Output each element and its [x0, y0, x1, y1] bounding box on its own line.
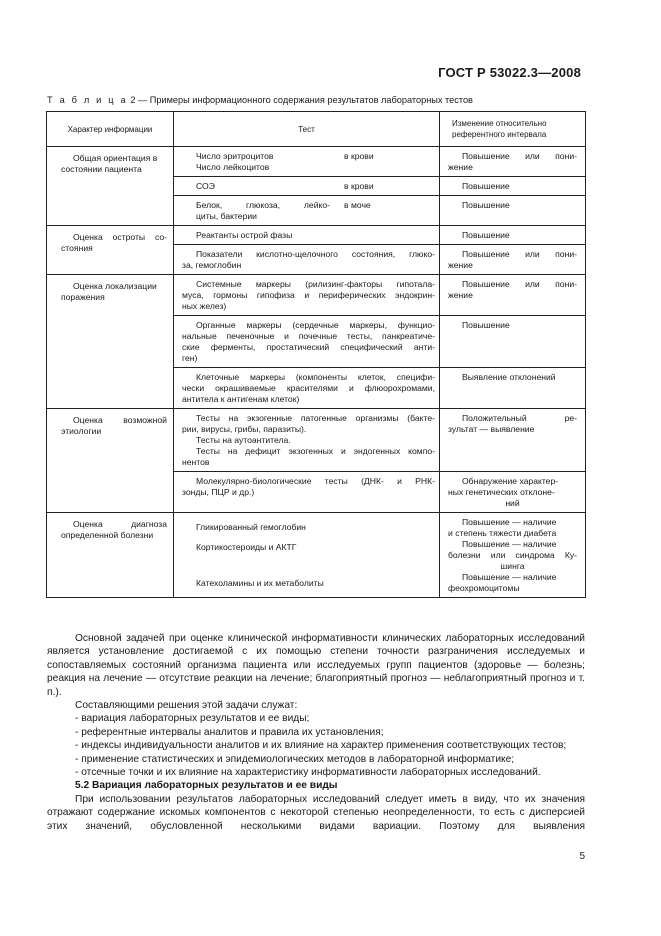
change-cell: Обнаружение характер- ных генетических отклоне- ний	[440, 472, 586, 513]
table-row	[47, 275, 586, 316]
character-cell: Оценка диагноза определенной болезни	[47, 513, 174, 598]
list-item: - индексы индивидуальности аналитов и их влияние на характер применения соответствующих тестов;	[75, 740, 567, 752]
table-row	[47, 147, 586, 177]
list-item: - референтные интервалы аналитов и правила их установления;	[75, 726, 384, 738]
change-cell: Повышение — наличие и степень тяжести диабета Повышение — наличие болезни или синдрома Ку- шинга Повышение — наличие феохромоцитомы	[440, 513, 586, 598]
change-cell: Повышение	[440, 177, 586, 196]
page-number: 5	[579, 851, 585, 862]
test-cell: СОЭ в крови	[174, 177, 440, 196]
paragraph: Основной задачей при оценке клинической информативности клинических лабораторных исследований является установление достигаемой с их помощью степени точности разграничения исследуемых и сопоставляемых состояний организма пациента или исследуемых групп пациентов (здоровье — болезнь; реакция на лечение — отсутствие реакции на лечение; благоприятный прогноз — неблагоприятный прогноз и т. п.).	[47, 633, 585, 698]
table-caption-text: 2 — Примеры информационного содержания результатов лабораторных тестов	[127, 95, 473, 105]
test-cell: Гликированный гемоглобин Кортикостероиды и АКТГ Катехоламины и их метаболиты	[174, 513, 440, 598]
test-cell: Число эритроцитов Число лейкоцитов в крови	[174, 147, 440, 177]
change-cell: Повышение или пони- жение	[440, 147, 586, 177]
table-caption-label: Т а б л и ц а	[47, 95, 128, 105]
paragraph: Составляющими решения этой задачи служат:	[75, 700, 298, 712]
character-cell: Оценка возможной этиологии	[47, 409, 174, 513]
test-cell: Белок, глюкоза, лейко- циты, бактерии в моче	[174, 196, 440, 226]
test-cell: Системные маркеры (рилизинг-факторы гипотала- муса, гормоны гипофиза и периферических эндокрин- ных желез)	[174, 275, 440, 316]
test-cell: Реактанты острой фазы	[174, 226, 440, 245]
list-item: - вариация лабораторных результатов и ее виды;	[75, 713, 310, 725]
body-text	[47, 632, 585, 833]
change-cell: Повышение или пони- жение	[440, 275, 586, 316]
header-test: Тест	[174, 112, 440, 147]
table-row	[47, 409, 586, 472]
change-cell: Повышение	[440, 316, 586, 368]
character-cell: Оценка локализации поражения	[47, 275, 174, 409]
test-cell: Тесты на экзогенные патогенные организмы (бакте- рии, вирусы, грибы, паразиты). Тесты на аутоантитела. Тесты на дефицит экзогенных и эндогенных компо- нентов	[174, 409, 440, 472]
change-cell: Повышение или пони- жение	[440, 245, 586, 275]
header-change: Изменение относительно референтного интервала	[440, 112, 586, 147]
change-cell: Выявление отклонений	[440, 368, 586, 409]
character-cell: Оценка остроты со- стояния	[47, 226, 174, 275]
lab-tests-table	[46, 111, 586, 598]
test-cell: Органные маркеры (сердечные маркеры, функцио- нальные печеночные и почечные тесты, панкреатиче- ские ферменты, простатический специфический анти- ген)	[174, 316, 440, 368]
test-cell: Клеточные маркеры (компоненты клеток, специфи- чески окрашиваемые красителями и флюорохромами, антитела к антигенам клеток)	[174, 368, 440, 409]
character-cell: Общая ориентация в состоянии пациента	[47, 147, 174, 226]
test-cell: Молекулярно-биологические тесты (ДНК- и РНК- зонды, ПЦР и др.)	[174, 472, 440, 513]
change-cell: Повышение	[440, 196, 586, 226]
test-cell: Показатели кислотно-щелочного состояния, глюко- за, гемоглобин	[174, 245, 440, 275]
table-caption	[47, 95, 607, 105]
change-cell: Положительный ре- зультат — выявление	[440, 409, 586, 472]
section-heading: 5.2 Вариация лабораторных результатов и ее виды	[75, 780, 338, 792]
header-character: Характер информации	[47, 112, 174, 147]
list-item: - отсечные точки и их влияние на характеристику информативности лабораторных исследований.	[75, 767, 541, 779]
list-item: - применение статистических и эпидемиологических методов в лабораторной информатике;	[75, 753, 515, 765]
table-row	[47, 513, 586, 598]
table-row	[47, 226, 586, 245]
document-code: ГОСТ Р 53022.3—2008	[438, 65, 581, 80]
change-cell: Повышение	[440, 226, 586, 245]
paragraph: При использовании результатов лабораторных исследований следует иметь в виду, что их значения отражают содержание искомых компонентов с некоторой степенью неопределенности, то есть с дисперсией этих значений, обусловленной несколькими видами вариации. Поэтому для выявления	[47, 793, 585, 832]
